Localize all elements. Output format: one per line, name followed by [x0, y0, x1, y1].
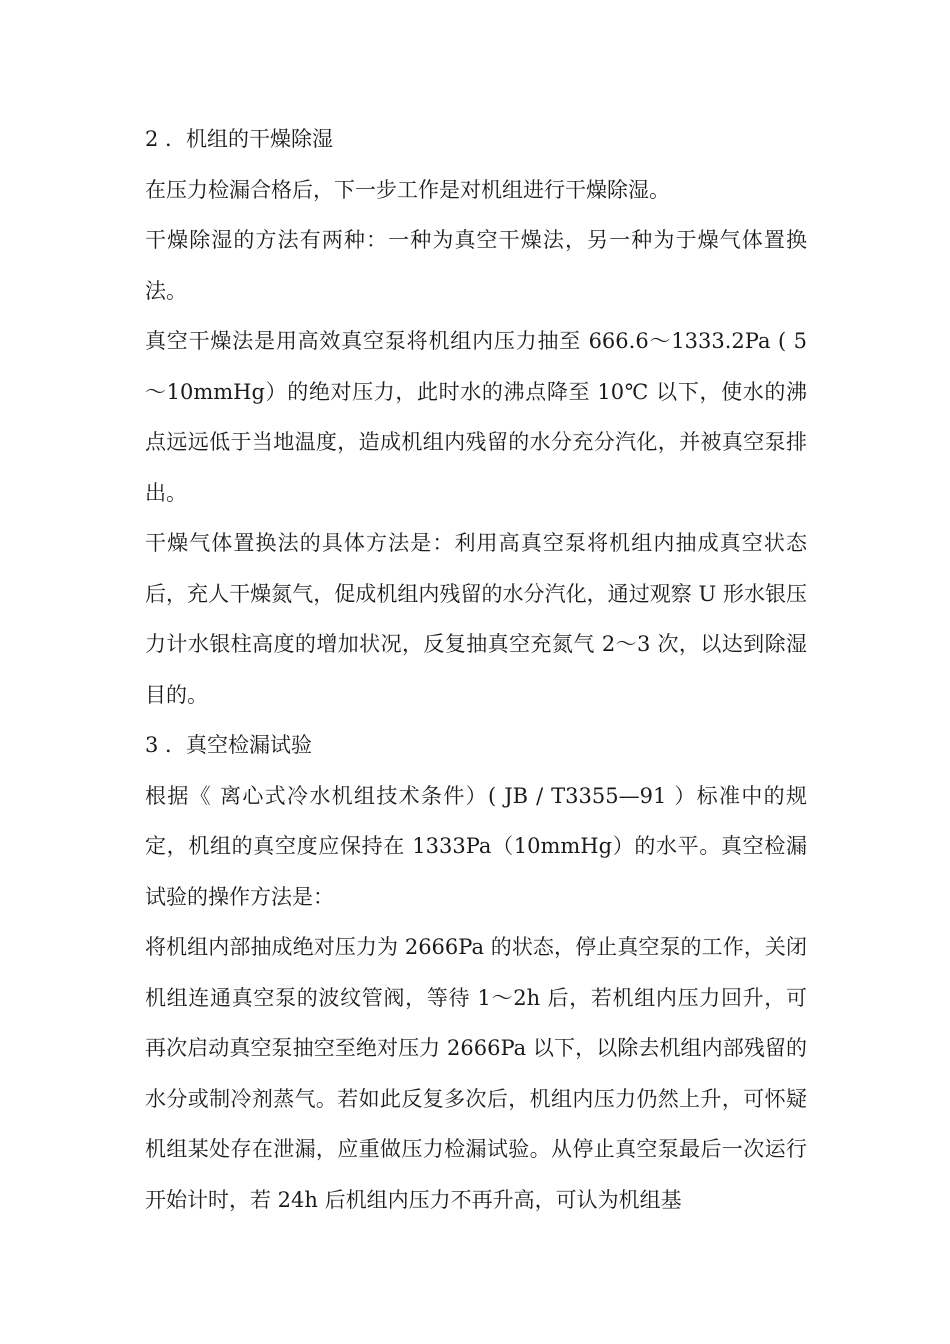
section-heading-drying: 2 ．机组的干燥除湿 [145, 127, 334, 151]
paragraph-test-procedure: 将机组内部抽成绝对压力为 2666Pa 的状态，停止真空泵的工作，关闭机组连通真空泵的波纹管阀，等待 1～2h 后，若机组内压力回升，可再次启动真空泵抽空至绝对压力 2666Pa 以下，以除去机组内部残留的水分或制冷剂蒸气。若如此反复多次后，机组内压力仍然上升，可怀疑机组某处存在泄漏，应重做压力检漏试验。从停止真空泵最后一次运行开始计时，若 24h 后机组内压力不再升高，可认为机组基 [145, 935, 807, 1212]
paragraph-standard-reference: 根据《 离心式冷水机组技术条件）( JB / T3355—91 ）标准中的规定，机组的真空度应保持在 1333Pa（10mmHg）的水平。真空检漏试验的操作方法是： [145, 783, 807, 909]
paragraph-intro-drying: 在压力检漏合格后，下一步工作是对机组进行干燥除湿。 [145, 177, 670, 202]
paragraph-vacuum-drying: 真空干燥法是用高效真空泵将机组内压力抽至 666.6～1333.2Pa ( 5～10mmHg）的绝对压力，此时水的沸点降至 10℃ 以下，使水的沸点远远低于当地温度，造成机组内残留的水分充分汽化，并被真空泵排出。 [145, 329, 807, 505]
section-heading-vacuum-test: 3 ．真空检漏试验 [145, 733, 313, 757]
paragraph-drying-methods: 干燥除湿的方法有两种：一种为真空干燥法，另一种为于燥气体置换法。 [145, 228, 807, 303]
document-body [145, 114, 807, 1225]
paragraph-gas-replacement: 干燥气体置换法的具体方法是：利用高真空泵将机组内抽成真空状态后，充人干燥氮气，促成机组内残留的水分汽化，通过观察 U 形水银压力计水银柱高度的增加状况，反复抽真空充氮气 2～3 次，以达到除湿目的。 [145, 531, 807, 707]
